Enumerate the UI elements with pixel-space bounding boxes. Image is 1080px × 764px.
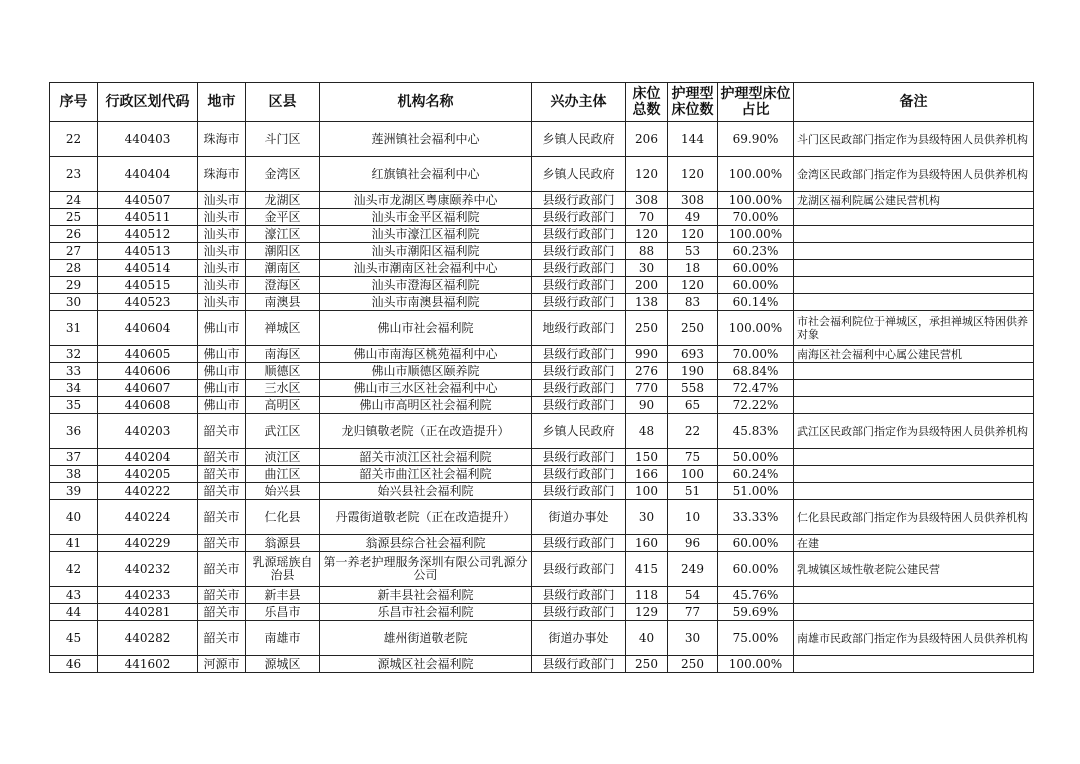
- cell-district: 金湾区: [246, 157, 320, 192]
- cell-city: 韶关市: [198, 414, 246, 449]
- cell-sponsor: 县级行政部门: [532, 380, 626, 397]
- cell-city: 韶关市: [198, 466, 246, 483]
- cell-city: 汕头市: [198, 243, 246, 260]
- cell-code: 440604: [98, 311, 198, 346]
- cell-sponsor: 县级行政部门: [532, 209, 626, 226]
- cell-city: 汕头市: [198, 294, 246, 311]
- cell-care-ratio: 60.14%: [718, 294, 794, 311]
- cell-remarks: [794, 587, 1034, 604]
- cell-remarks: [794, 277, 1034, 294]
- cell-beds: 160: [626, 535, 668, 552]
- cell-district: 新丰县: [246, 587, 320, 604]
- cell-remarks: [794, 209, 1034, 226]
- cell-care-ratio: 72.47%: [718, 380, 794, 397]
- cell-sponsor: 县级行政部门: [532, 397, 626, 414]
- table-row: [50, 243, 1034, 260]
- cell-city: 佛山市: [198, 311, 246, 346]
- cell-sponsor: 县级行政部门: [532, 192, 626, 209]
- cell-care-beds: 120: [668, 226, 718, 243]
- cell-beds: 250: [626, 311, 668, 346]
- table-row: [50, 483, 1034, 500]
- cell-district: 潮阳区: [246, 243, 320, 260]
- cell-code: 441602: [98, 656, 198, 673]
- cell-index: 42: [50, 552, 98, 587]
- cell-code: 440403: [98, 122, 198, 157]
- cell-beds: 415: [626, 552, 668, 587]
- cell-care-beds: 308: [668, 192, 718, 209]
- cell-index: 25: [50, 209, 98, 226]
- cell-code: 440224: [98, 500, 198, 535]
- cell-remarks: [794, 260, 1034, 277]
- cell-remarks: 南雄市民政部门指定作为县级特困人员供养机构: [794, 621, 1034, 656]
- cell-district: 乐昌市: [246, 604, 320, 621]
- cell-code: 440514: [98, 260, 198, 277]
- cell-code: 440608: [98, 397, 198, 414]
- cell-code: 440607: [98, 380, 198, 397]
- cell-beds: 30: [626, 500, 668, 535]
- cell-index: 37: [50, 449, 98, 466]
- cell-sponsor: 县级行政部门: [532, 483, 626, 500]
- cell-code: 440605: [98, 346, 198, 363]
- cell-index: 44: [50, 604, 98, 621]
- cell-care-beds: 18: [668, 260, 718, 277]
- table-row: [50, 587, 1034, 604]
- cell-institution: 汕头市濠江区福利院: [320, 226, 532, 243]
- cell-care-ratio: 33.33%: [718, 500, 794, 535]
- cell-sponsor: 县级行政部门: [532, 277, 626, 294]
- cell-care-ratio: 72.22%: [718, 397, 794, 414]
- table-row: [50, 656, 1034, 673]
- cell-city: 汕头市: [198, 226, 246, 243]
- cell-remarks: [794, 243, 1034, 260]
- cell-care-beds: 96: [668, 535, 718, 552]
- header-sponsor: 兴办主体: [532, 83, 626, 122]
- cell-district: 武江区: [246, 414, 320, 449]
- cell-institution: 源城区社会福利院: [320, 656, 532, 673]
- cell-beds: 770: [626, 380, 668, 397]
- cell-remarks: 武江区民政部门指定作为县级特困人员供养机构: [794, 414, 1034, 449]
- table-row: [50, 621, 1034, 656]
- cell-care-ratio: 100.00%: [718, 311, 794, 346]
- cell-city: 汕头市: [198, 209, 246, 226]
- cell-care-ratio: 100.00%: [718, 656, 794, 673]
- cell-beds: 206: [626, 122, 668, 157]
- cell-care-beds: 22: [668, 414, 718, 449]
- cell-care-beds: 249: [668, 552, 718, 587]
- cell-index: 36: [50, 414, 98, 449]
- cell-beds: 118: [626, 587, 668, 604]
- table-row: [50, 466, 1034, 483]
- cell-care-beds: 51: [668, 483, 718, 500]
- cell-institution: 乐昌市社会福利院: [320, 604, 532, 621]
- cell-beds: 166: [626, 466, 668, 483]
- cell-city: 韶关市: [198, 483, 246, 500]
- cell-sponsor: 乡镇人民政府: [532, 414, 626, 449]
- cell-beds: 30: [626, 260, 668, 277]
- cell-remarks: 斗门区民政部门指定作为县级特困人员供养机构: [794, 122, 1034, 157]
- cell-index: 43: [50, 587, 98, 604]
- cell-code: 440404: [98, 157, 198, 192]
- cell-city: 韶关市: [198, 587, 246, 604]
- cell-sponsor: 县级行政部门: [532, 656, 626, 673]
- cell-sponsor: 县级行政部门: [532, 243, 626, 260]
- table-row: [50, 277, 1034, 294]
- cell-code: 440282: [98, 621, 198, 656]
- header-remarks: 备注: [794, 83, 1034, 122]
- cell-beds: 90: [626, 397, 668, 414]
- cell-care-beds: 144: [668, 122, 718, 157]
- cell-institution: 莲洲镇社会福利中心: [320, 122, 532, 157]
- table-row: [50, 260, 1034, 277]
- cell-beds: 120: [626, 157, 668, 192]
- cell-care-ratio: 51.00%: [718, 483, 794, 500]
- cell-city: 珠海市: [198, 122, 246, 157]
- cell-institution: 佛山市顺德区颐养院: [320, 363, 532, 380]
- cell-care-ratio: 100.00%: [718, 226, 794, 243]
- cell-care-ratio: 75.00%: [718, 621, 794, 656]
- cell-district: 曲江区: [246, 466, 320, 483]
- cell-beds: 88: [626, 243, 668, 260]
- header-institution: 机构名称: [320, 83, 532, 122]
- cell-index: 35: [50, 397, 98, 414]
- cell-index: 24: [50, 192, 98, 209]
- cell-institution: 汕头市潮阳区福利院: [320, 243, 532, 260]
- cell-index: 32: [50, 346, 98, 363]
- cell-remarks: [794, 294, 1034, 311]
- cell-remarks: [794, 604, 1034, 621]
- cell-institution: 始兴县社会福利院: [320, 483, 532, 500]
- cell-sponsor: 县级行政部门: [532, 226, 626, 243]
- cell-institution: 翁源县综合社会福利院: [320, 535, 532, 552]
- cell-sponsor: 县级行政部门: [532, 363, 626, 380]
- cell-institution: 汕头市金平区福利院: [320, 209, 532, 226]
- cell-institution: 汕头市澄海区福利院: [320, 277, 532, 294]
- cell-care-beds: 693: [668, 346, 718, 363]
- cell-sponsor: 县级行政部门: [532, 294, 626, 311]
- cell-district: 南雄市: [246, 621, 320, 656]
- cell-district: 龙湖区: [246, 192, 320, 209]
- cell-remarks: [794, 397, 1034, 414]
- cell-care-beds: 83: [668, 294, 718, 311]
- cell-care-beds: 250: [668, 656, 718, 673]
- cell-remarks: [794, 449, 1034, 466]
- cell-sponsor: 县级行政部门: [532, 466, 626, 483]
- cell-district: 斗门区: [246, 122, 320, 157]
- document-page: [49, 82, 1034, 673]
- cell-sponsor: 县级行政部门: [532, 587, 626, 604]
- cell-care-ratio: 60.00%: [718, 260, 794, 277]
- cell-code: 440281: [98, 604, 198, 621]
- cell-institution: 佛山市三水区社会福利中心: [320, 380, 532, 397]
- table-row: [50, 414, 1034, 449]
- cell-care-beds: 10: [668, 500, 718, 535]
- cell-index: 45: [50, 621, 98, 656]
- cell-care-beds: 65: [668, 397, 718, 414]
- cell-district: 禅城区: [246, 311, 320, 346]
- cell-district: 乳源瑶族自治县: [246, 552, 320, 587]
- cell-sponsor: 县级行政部门: [532, 346, 626, 363]
- cell-sponsor: 街道办事处: [532, 621, 626, 656]
- cell-sponsor: 县级行政部门: [532, 604, 626, 621]
- table-row: [50, 311, 1034, 346]
- cell-care-ratio: 60.24%: [718, 466, 794, 483]
- cell-district: 潮南区: [246, 260, 320, 277]
- cell-institution: 丹霞街道敬老院（正在改造提升）: [320, 500, 532, 535]
- cell-city: 河源市: [198, 656, 246, 673]
- table-row: [50, 397, 1034, 414]
- cell-care-beds: 100: [668, 466, 718, 483]
- cell-institution: 佛山市高明区社会福利院: [320, 397, 532, 414]
- cell-index: 39: [50, 483, 98, 500]
- cell-code: 440229: [98, 535, 198, 552]
- cell-index: 23: [50, 157, 98, 192]
- header-care-ratio: 护理型床位占比: [718, 83, 794, 122]
- cell-district: 浈江区: [246, 449, 320, 466]
- cell-code: 440511: [98, 209, 198, 226]
- cell-care-ratio: 60.23%: [718, 243, 794, 260]
- cell-care-beds: 250: [668, 311, 718, 346]
- cell-remarks: 在建: [794, 535, 1034, 552]
- cell-sponsor: 县级行政部门: [532, 535, 626, 552]
- cell-district: 金平区: [246, 209, 320, 226]
- cell-beds: 48: [626, 414, 668, 449]
- cell-remarks: 南海区社会福利中心属公建民营机: [794, 346, 1034, 363]
- cell-remarks: [794, 380, 1034, 397]
- cell-code: 440515: [98, 277, 198, 294]
- cell-sponsor: 地级行政部门: [532, 311, 626, 346]
- cell-index: 33: [50, 363, 98, 380]
- cell-index: 46: [50, 656, 98, 673]
- cell-city: 汕头市: [198, 260, 246, 277]
- cell-sponsor: 县级行政部门: [532, 449, 626, 466]
- table-row: [50, 122, 1034, 157]
- cell-index: 22: [50, 122, 98, 157]
- table-row: [50, 380, 1034, 397]
- cell-care-ratio: 68.84%: [718, 363, 794, 380]
- cell-city: 佛山市: [198, 380, 246, 397]
- cell-city: 佛山市: [198, 397, 246, 414]
- cell-care-ratio: 100.00%: [718, 192, 794, 209]
- cell-beds: 150: [626, 449, 668, 466]
- cell-sponsor: 县级行政部门: [532, 260, 626, 277]
- cell-institution: 第一养老护理服务深圳有限公司乳源分公司: [320, 552, 532, 587]
- cell-sponsor: 乡镇人民政府: [532, 122, 626, 157]
- cell-beds: 100: [626, 483, 668, 500]
- table-row: [50, 346, 1034, 363]
- cell-code: 440606: [98, 363, 198, 380]
- cell-beds: 200: [626, 277, 668, 294]
- cell-care-beds: 54: [668, 587, 718, 604]
- cell-city: 韶关市: [198, 604, 246, 621]
- header-index: 序号: [50, 83, 98, 122]
- cell-beds: 990: [626, 346, 668, 363]
- cell-institution: 汕头市潮南区社会福利中心: [320, 260, 532, 277]
- table-row: [50, 157, 1034, 192]
- cell-code: 440205: [98, 466, 198, 483]
- cell-code: 440523: [98, 294, 198, 311]
- cell-institution: 韶关市曲江区社会福利院: [320, 466, 532, 483]
- cell-district: 澄海区: [246, 277, 320, 294]
- cell-care-beds: 75: [668, 449, 718, 466]
- cell-beds: 40: [626, 621, 668, 656]
- header-code: 行政区划代码: [98, 83, 198, 122]
- cell-index: 34: [50, 380, 98, 397]
- cell-institution: 龙归镇敬老院（正在改造提升）: [320, 414, 532, 449]
- cell-institution: 汕头市南澳县福利院: [320, 294, 532, 311]
- cell-code: 440222: [98, 483, 198, 500]
- cell-sponsor: 县级行政部门: [532, 552, 626, 587]
- cell-institution: 佛山市南海区桃苑福利中心: [320, 346, 532, 363]
- welfare-institution-table: [49, 82, 1034, 673]
- cell-remarks: [794, 226, 1034, 243]
- cell-care-beds: 190: [668, 363, 718, 380]
- cell-institution: 新丰县社会福利院: [320, 587, 532, 604]
- cell-remarks: [794, 483, 1034, 500]
- cell-remarks: 仁化县民政部门指定作为县级特困人员供养机构: [794, 500, 1034, 535]
- cell-remarks: [794, 656, 1034, 673]
- table-row: [50, 604, 1034, 621]
- cell-district: 南海区: [246, 346, 320, 363]
- cell-care-beds: 120: [668, 157, 718, 192]
- cell-code: 440203: [98, 414, 198, 449]
- header-beds: 床位总数: [626, 83, 668, 122]
- cell-district: 始兴县: [246, 483, 320, 500]
- cell-care-ratio: 60.00%: [718, 535, 794, 552]
- cell-city: 佛山市: [198, 363, 246, 380]
- table-row: [50, 500, 1034, 535]
- cell-care-ratio: 70.00%: [718, 209, 794, 226]
- cell-care-beds: 120: [668, 277, 718, 294]
- cell-district: 濠江区: [246, 226, 320, 243]
- cell-remarks: [794, 466, 1034, 483]
- cell-institution: 汕头市龙湖区粤康颐养中心: [320, 192, 532, 209]
- cell-index: 29: [50, 277, 98, 294]
- cell-care-beds: 53: [668, 243, 718, 260]
- table-row: [50, 449, 1034, 466]
- cell-district: 高明区: [246, 397, 320, 414]
- cell-district: 南澳县: [246, 294, 320, 311]
- cell-city: 珠海市: [198, 157, 246, 192]
- cell-beds: 308: [626, 192, 668, 209]
- cell-city: 韶关市: [198, 621, 246, 656]
- cell-beds: 129: [626, 604, 668, 621]
- cell-city: 佛山市: [198, 346, 246, 363]
- cell-city: 汕头市: [198, 277, 246, 294]
- cell-index: 28: [50, 260, 98, 277]
- cell-city: 汕头市: [198, 192, 246, 209]
- cell-district: 仁化县: [246, 500, 320, 535]
- cell-sponsor: 乡镇人民政府: [532, 157, 626, 192]
- header-city: 地市: [198, 83, 246, 122]
- cell-care-ratio: 100.00%: [718, 157, 794, 192]
- cell-code: 440512: [98, 226, 198, 243]
- table-row: [50, 192, 1034, 209]
- table-row: [50, 209, 1034, 226]
- cell-institution: 韶关市浈江区社会福利院: [320, 449, 532, 466]
- cell-care-ratio: 60.00%: [718, 552, 794, 587]
- table-row: [50, 226, 1034, 243]
- cell-care-ratio: 45.76%: [718, 587, 794, 604]
- cell-district: 三水区: [246, 380, 320, 397]
- cell-institution: 红旗镇社会福利中心: [320, 157, 532, 192]
- cell-code: 440204: [98, 449, 198, 466]
- cell-care-ratio: 45.83%: [718, 414, 794, 449]
- cell-care-ratio: 70.00%: [718, 346, 794, 363]
- cell-index: 38: [50, 466, 98, 483]
- cell-index: 41: [50, 535, 98, 552]
- cell-remarks: 龙湖区福利院属公建民营机构: [794, 192, 1034, 209]
- table-header-row: [50, 83, 1034, 122]
- cell-sponsor: 街道办事处: [532, 500, 626, 535]
- cell-city: 韶关市: [198, 500, 246, 535]
- cell-beds: 250: [626, 656, 668, 673]
- cell-index: 26: [50, 226, 98, 243]
- cell-remarks: 市社会福利院位于禅城区，承担禅城区特困供养对象: [794, 311, 1034, 346]
- table-row: [50, 552, 1034, 587]
- table-body: [50, 122, 1034, 673]
- cell-care-ratio: 60.00%: [718, 277, 794, 294]
- cell-index: 30: [50, 294, 98, 311]
- table-row: [50, 535, 1034, 552]
- cell-care-ratio: 59.69%: [718, 604, 794, 621]
- cell-district: 顺德区: [246, 363, 320, 380]
- cell-care-beds: 49: [668, 209, 718, 226]
- header-care-beds: 护理型床位数: [668, 83, 718, 122]
- cell-city: 韶关市: [198, 535, 246, 552]
- cell-care-beds: 77: [668, 604, 718, 621]
- cell-beds: 120: [626, 226, 668, 243]
- cell-index: 40: [50, 500, 98, 535]
- cell-remarks: [794, 363, 1034, 380]
- cell-city: 韶关市: [198, 449, 246, 466]
- cell-institution: 佛山市社会福利院: [320, 311, 532, 346]
- cell-code: 440513: [98, 243, 198, 260]
- cell-code: 440233: [98, 587, 198, 604]
- cell-beds: 70: [626, 209, 668, 226]
- cell-index: 27: [50, 243, 98, 260]
- cell-index: 31: [50, 311, 98, 346]
- table-row: [50, 363, 1034, 380]
- cell-beds: 138: [626, 294, 668, 311]
- cell-district: 源城区: [246, 656, 320, 673]
- cell-district: 翁源县: [246, 535, 320, 552]
- header-district: 区县: [246, 83, 320, 122]
- table-row: [50, 294, 1034, 311]
- cell-care-ratio: 50.00%: [718, 449, 794, 466]
- cell-code: 440507: [98, 192, 198, 209]
- cell-code: 440232: [98, 552, 198, 587]
- cell-care-beds: 558: [668, 380, 718, 397]
- cell-city: 韶关市: [198, 552, 246, 587]
- cell-beds: 276: [626, 363, 668, 380]
- cell-institution: 雄州街道敬老院: [320, 621, 532, 656]
- cell-care-beds: 30: [668, 621, 718, 656]
- cell-remarks: 乳城镇区域性敬老院公建民营: [794, 552, 1034, 587]
- cell-remarks: 金湾区民政部门指定作为县级特困人员供养机构: [794, 157, 1034, 192]
- cell-care-ratio: 69.90%: [718, 122, 794, 157]
